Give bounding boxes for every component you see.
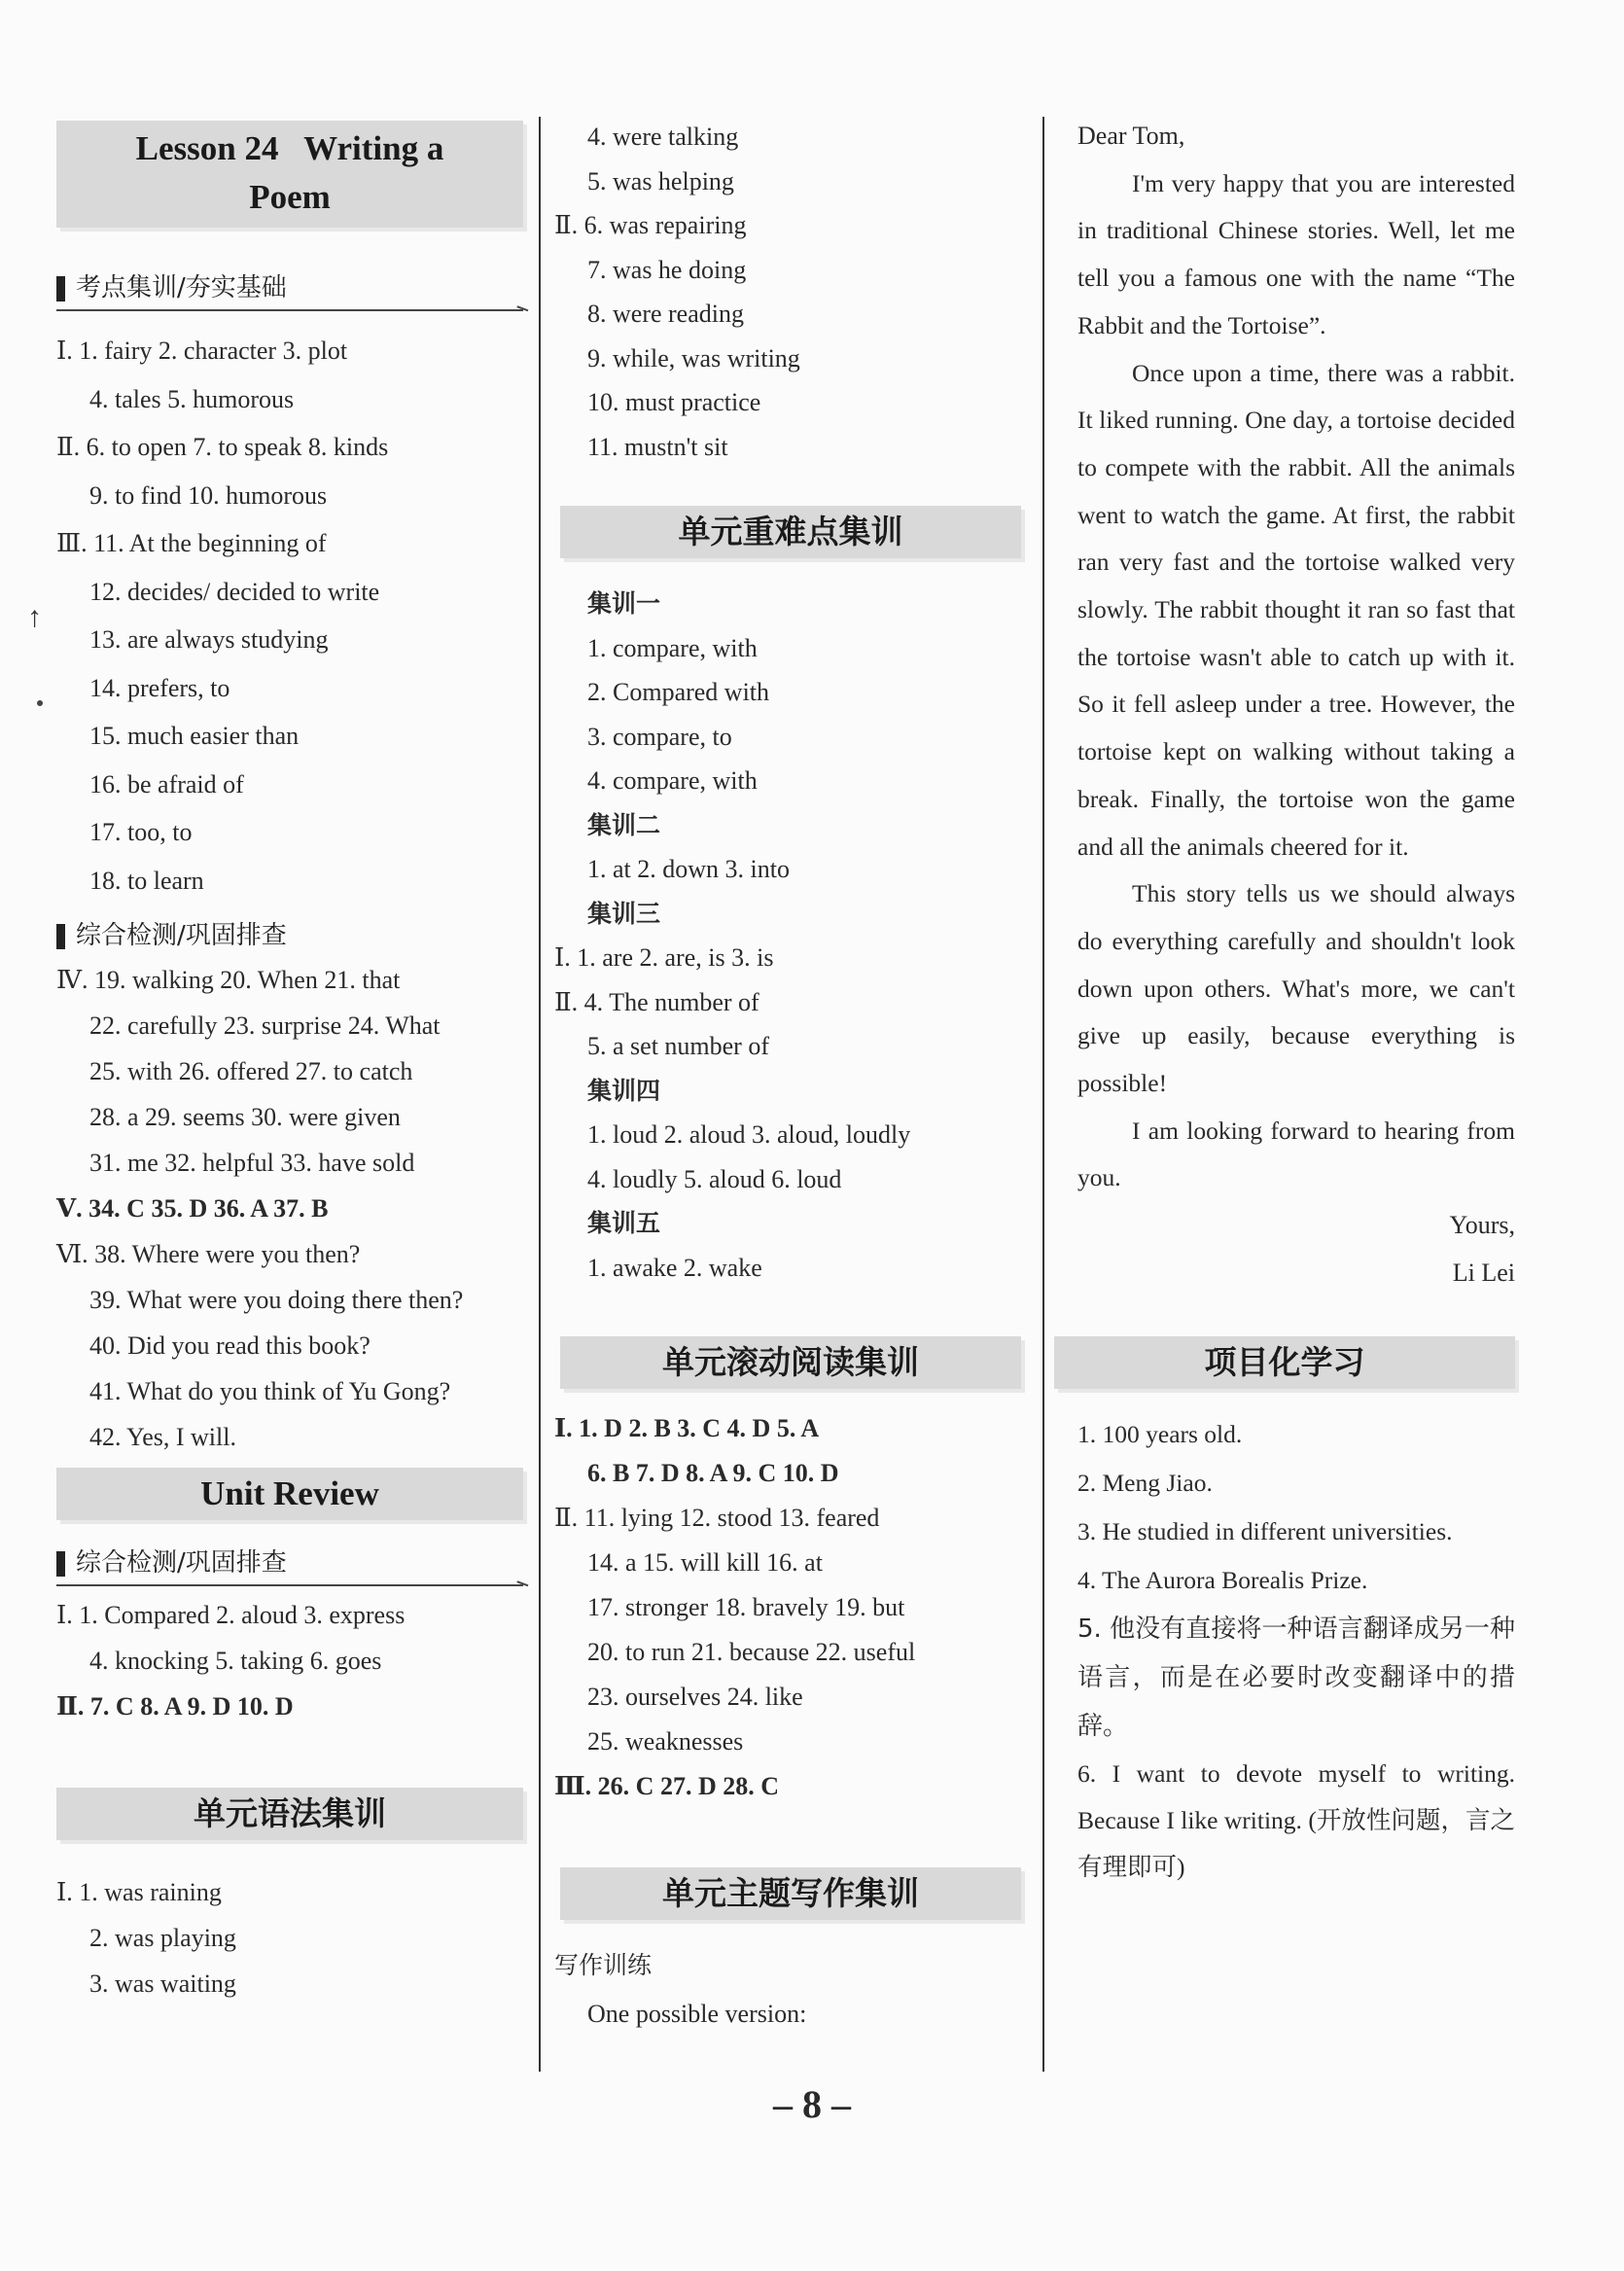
project-banner: 项目化学习 [1054, 1336, 1515, 1389]
answer-line: 5. 他没有直接将一种语言翻译成另一种语言，而是在必要时改变翻译中的措辞。 [1077, 1614, 1515, 1741]
answer-block-1 [56, 327, 523, 905]
answer-line: 18. to learn [89, 866, 204, 895]
letter-signature: Li Lei [1452, 1258, 1515, 1287]
answer-line: 23. ourselves 24. like [587, 1683, 803, 1711]
answer-line: 1. at 2. down 3. into [587, 855, 790, 883]
margin-dot [37, 700, 43, 706]
answer-line: 11. mustn't sit [587, 432, 728, 461]
answer-block-3 [56, 1592, 523, 1729]
answer-line: 1. 100 years old. [1077, 1419, 1243, 1448]
answer-line: Ⅱ. 7. C 8. A 9. D 10. D [56, 1692, 294, 1721]
answer-line: 10. must practice [587, 388, 761, 416]
answer-line: 25. weaknesses [587, 1727, 744, 1756]
training-heading-5: 集训五 [587, 1209, 661, 1237]
answer-line: 14. a 15. will kill 16. at [587, 1548, 823, 1577]
answer-block-2 [56, 957, 523, 1460]
answer-line: 4. The Aurora Borealis Prize. [1077, 1565, 1368, 1594]
answer-line: 20. to run 21. because 22. useful [587, 1638, 916, 1666]
answer-line: 22. carefully 23. surprise 24. What [89, 1011, 441, 1040]
grammar-banner: 单元语法集训 [56, 1788, 523, 1840]
answer-line: Ⅵ. 38. Where were you then? [56, 1240, 361, 1268]
letter-greeting: Dear Tom, [1077, 122, 1185, 150]
answer-line: Ⅴ. 34. C 35. D 36. A 37. B [56, 1194, 329, 1223]
answer-line: 1. compare, with [587, 633, 758, 662]
writing-intro: One possible version: [587, 1999, 807, 2028]
section-heading-review-2 [56, 1545, 523, 1580]
answer-block-6 [554, 1406, 1021, 1809]
letter-paragraph-3: This story tells us we should always do everything carefully and shouldn't look down upon others. What's more, we can't give up easily, because everything is possible! [1077, 879, 1515, 1098]
writing-banner: 单元主题写作集训 [560, 1867, 1021, 1920]
answer-line: 3. He studied in different universities. [1077, 1516, 1453, 1545]
margin-arrow-icon: ↑ [27, 601, 42, 633]
column-middle [554, 115, 1021, 2036]
lesson-title-line1: Lesson 24 Writing a [135, 129, 444, 167]
answer-line: 1. awake 2. wake [587, 1253, 762, 1282]
answer-line: 17. too, to [89, 818, 193, 846]
training-heading-1: 集训一 [587, 589, 661, 618]
answer-line: 25. with 26. offered 27. to catch [89, 1057, 413, 1085]
answer-line: Ⅲ. 26. C 27. D 28. C [554, 1772, 779, 1800]
training-heading-2: 集训二 [587, 810, 661, 839]
answer-line: 16. be afraid of [89, 769, 244, 798]
answer-line: Ⅰ. 1. D 2. B 3. C 4. D 5. A [554, 1414, 820, 1442]
answer-line: Ⅰ. 1. Compared 2. aloud 3. express [56, 1601, 406, 1629]
answer-line: Ⅱ. 4. The number of [554, 987, 759, 1016]
answer-block-5 [554, 115, 1021, 469]
section-heading-review [56, 918, 523, 953]
unit-review-banner: Unit Review [56, 1468, 523, 1520]
answer-line: 17. stronger 18. bravely 19. but [587, 1593, 905, 1621]
answer-line: 4. compare, with [587, 766, 758, 795]
answer-line: 4. tales 5. humorous [89, 384, 295, 413]
answer-line: Ⅳ. 19. walking 20. When 21. that [56, 966, 401, 994]
writing-subheading: 写作训练 [554, 1951, 653, 1979]
answer-line: 14. prefers, to [89, 673, 230, 702]
page-number: – 8 – [773, 2082, 851, 2126]
reading-banner: 单元滚动阅读集训 [560, 1336, 1021, 1389]
training-heading-3: 集训三 [587, 899, 661, 928]
column-divider-1 [539, 117, 541, 2072]
answer-line: 28. a 29. seems 30. were given [89, 1103, 401, 1131]
answer-line: 2. Compared with [587, 678, 770, 706]
answer-line: 3. compare, to [587, 722, 732, 751]
answer-line: 12. decides/ decided to write [89, 577, 380, 606]
answer-line: Ⅰ. 1. are 2. are, is 3. is [554, 943, 774, 972]
letter-paragraph-4: I am looking forward to hearing from you. [1077, 1116, 1515, 1192]
section-heading-text: 综合检测/巩固排查 [76, 921, 287, 950]
answer-line: Ⅱ. 6. to open 7. to speak 8. kinds [56, 433, 389, 461]
answer-line: 9. while, was writing [587, 343, 800, 373]
training-heading-4: 集训四 [587, 1076, 661, 1105]
answer-line: 15. much easier than [89, 722, 300, 750]
answer-line: Ⅰ. 1. fairy 2. character 3. plot [56, 337, 348, 365]
lesson-title-banner [56, 121, 523, 228]
answer-line: 39. What were you doing there then? [89, 1286, 464, 1314]
keypoints-banner: 单元重难点集训 [560, 506, 1021, 558]
training-block [554, 582, 1021, 1290]
answer-line: 40. Did you read this book? [89, 1331, 371, 1360]
answer-line: 5. a set number of [587, 1032, 770, 1060]
letter-closing: Yours, [1449, 1211, 1515, 1240]
column-left [56, 121, 523, 2006]
column-divider-2 [1042, 117, 1044, 2072]
answer-line: 13. are always studying [89, 625, 329, 654]
answer-line: 6. B 7. D 8. A 9. C 10. D [587, 1459, 839, 1487]
answer-line: 4. were talking [587, 123, 739, 151]
answer-block-4 [56, 1869, 523, 2006]
answer-line: 9. to find 10. humorous [89, 480, 328, 510]
section-heading-text: 考点集训/夯实基础 [76, 273, 287, 302]
answer-line: 6. I want to devote myself to writing. Because I like writing. (开放性问题，言之有理即可) [1077, 1758, 1515, 1881]
answer-line: Ⅲ. 11. At the beginning of [56, 529, 327, 557]
answer-line: 42. Yes, I will. [89, 1423, 236, 1451]
column-right [1077, 113, 1515, 1891]
answer-line: 2. Meng Jiao. [1077, 1468, 1213, 1497]
section-heading-text: 综合检测/巩固排查 [76, 1548, 287, 1578]
answer-line: 8. were reading [587, 300, 744, 328]
answer-line: Ⅱ. 11. lying 12. stood 13. feared [554, 1504, 880, 1532]
answer-line: Ⅰ. 1. was raining [56, 1878, 222, 1906]
answer-line: 3. was waiting [89, 1969, 236, 1998]
answer-line: Ⅱ. 6. was repairing [554, 211, 747, 239]
answer-line: 4. loudly 5. aloud 6. loud [587, 1164, 842, 1193]
answer-line: 41. What do you think of Yu Gong? [89, 1377, 451, 1405]
answer-line: 5. was helping [587, 166, 734, 195]
answer-line: 4. knocking 5. taking 6. goes [89, 1647, 382, 1675]
answer-line: 2. was playing [89, 1924, 236, 1952]
answer-line: 31. me 32. helpful 33. have sold [89, 1149, 415, 1177]
answer-line: 1. loud 2. aloud 3. aloud, loudly [587, 1120, 911, 1149]
letter-paragraph-2: Once upon a time, there was a rabbit. It liked running. One day, a tortoise decided to compete with the rabbit. All the animals went to watch the game. At first, the rabbit ran very fast and the tortoise walked very slowly. The rabbit thought it ran so fast that the tortoise wasn't able to catch up with it. So it fell asleep under a tree. However, the tortoise kept on walking without taking a break. Finally, the tortoise won the game and all the animals cheered for it. [1077, 358, 1515, 861]
section-heading-basics [56, 270, 523, 305]
answer-line: 7. was he doing [587, 255, 747, 284]
letter-paragraph-1: I'm very happy that you are interested in traditional Chinese stories. Well, let me tell you a famous one with the name “The Rabbit and the Tortoise”. [1077, 168, 1515, 339]
project-answers [1077, 1410, 1515, 1891]
lesson-title-line2: Poem [249, 178, 331, 216]
